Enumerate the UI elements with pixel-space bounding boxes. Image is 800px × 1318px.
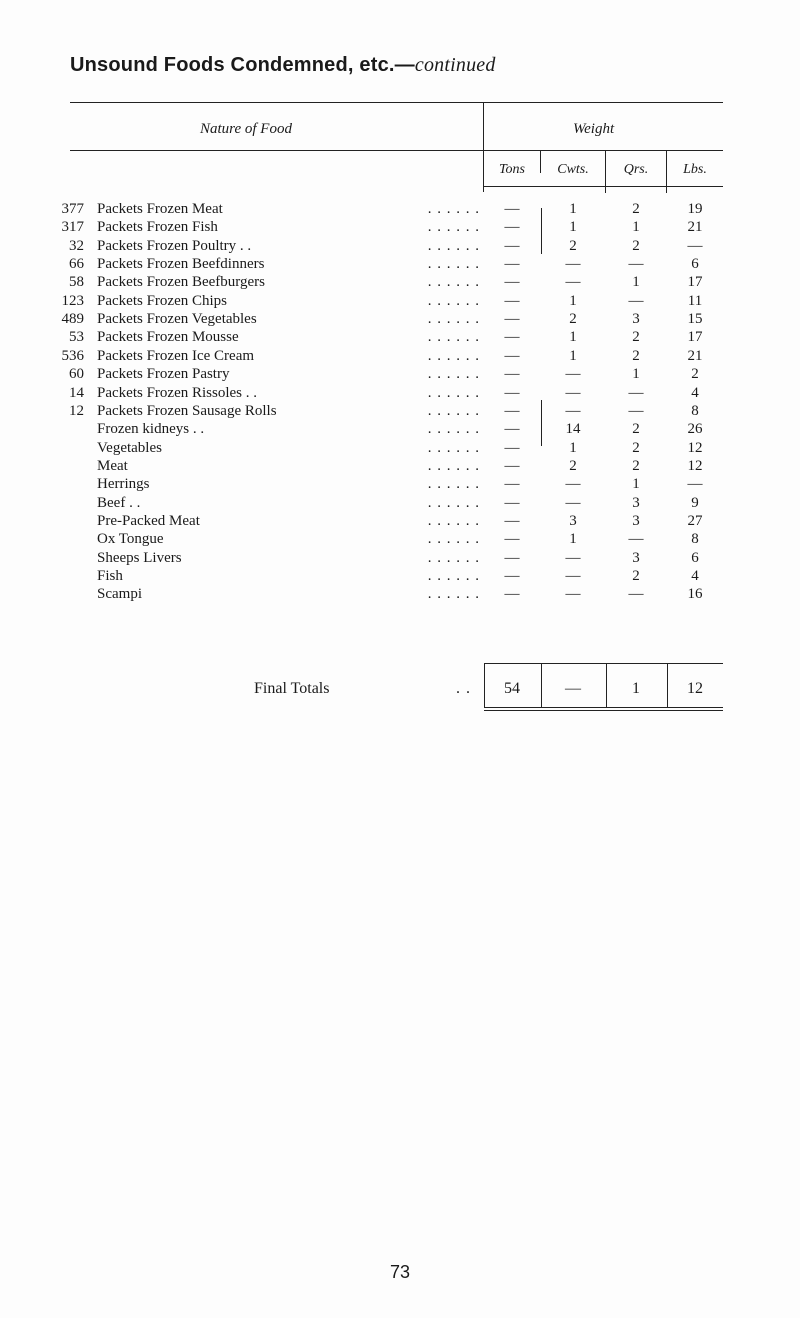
table-row (0, 513, 800, 530)
row-food-name: Packets Frozen Vegetables (97, 311, 257, 328)
row-cwts: 3 (569, 512, 577, 529)
row-cwts: 1 (569, 347, 577, 364)
row-tons: — (504, 329, 520, 346)
row-tons: — (504, 384, 520, 401)
row-qrs: — (628, 531, 644, 548)
row-cwts: 2 (569, 311, 577, 328)
table-row (0, 238, 800, 255)
leader-dots: . . . . . . (427, 384, 480, 401)
row-tons: — (504, 292, 520, 309)
row-qrs: 2 (632, 457, 640, 474)
leader-dots: . . . . . . (427, 311, 480, 328)
row-quantity: 66 (69, 256, 84, 273)
row-quantity: 489 (61, 311, 84, 328)
row-cwts: — (565, 549, 581, 566)
row-lbs: 26 (687, 421, 703, 438)
row-quantity: 12 (69, 402, 84, 419)
final-tons: 54 (504, 680, 520, 697)
leader-dots: . . . . . . (427, 457, 480, 474)
row-cwts: — (565, 476, 581, 493)
table-row (0, 495, 800, 512)
header-divider (483, 103, 484, 192)
row-food-name: Sheeps Livers (97, 549, 182, 566)
row-cwts: — (565, 586, 581, 603)
row-food-name: Herrings (97, 476, 150, 493)
table-row (0, 550, 800, 567)
leader-dots: . . . . . . (427, 476, 480, 493)
row-tons: — (504, 256, 520, 273)
row-cwts: — (565, 366, 581, 383)
row-cwts: 1 (569, 531, 577, 548)
row-lbs: 12 (687, 457, 703, 474)
row-lbs: — (687, 476, 703, 493)
row-qrs: — (628, 402, 644, 419)
header-nature-of-food: Nature of Food (200, 121, 292, 137)
row-tons: — (504, 366, 520, 383)
row-food-name: Packets Frozen Rissoles . . (97, 384, 257, 401)
row-tons: — (504, 219, 520, 236)
row-food-name: Packets Frozen Beefburgers (97, 274, 266, 291)
row-cwts: 1 (569, 439, 577, 456)
final-double-rule-1 (484, 707, 723, 708)
leader-dots: . . . . . . (427, 274, 480, 291)
row-food-name: Scampi (97, 586, 142, 603)
table-row (0, 531, 800, 548)
row-qrs: 3 (632, 549, 640, 566)
final-double-rule-2 (484, 710, 723, 711)
row-lbs: 9 (691, 494, 699, 511)
leader-dots: . . . . . . (427, 531, 480, 548)
row-qrs: 3 (632, 512, 640, 529)
page-title-continued: continued (414, 54, 496, 76)
row-qrs: 1 (632, 476, 640, 493)
leader-dots: . . . . . . (427, 512, 480, 529)
row-food-name: Packets Frozen Beefdinners (97, 256, 265, 273)
row-lbs: 2 (691, 366, 699, 383)
row-tons: — (504, 421, 520, 438)
table-row (0, 366, 800, 383)
row-qrs: — (628, 384, 644, 401)
row-tons: — (504, 568, 520, 584)
row-lbs: 27 (687, 512, 703, 529)
row-tons: — (504, 274, 520, 291)
row-qrs: — (628, 586, 644, 603)
row-food-name: Packets Frozen Poultry . . (97, 237, 252, 254)
table-row (0, 311, 800, 328)
table-row (0, 421, 800, 438)
row-lbs: 12 (687, 439, 703, 456)
row-food-name: Pre-Packed Meat (97, 512, 200, 529)
row-lbs: 11 (687, 292, 703, 309)
row-quantity: 32 (69, 237, 84, 254)
row-lbs: 17 (687, 329, 703, 346)
table-row (0, 329, 800, 346)
row-tons: — (504, 531, 520, 548)
table-row (0, 403, 800, 420)
final-lbs: 12 (687, 680, 703, 697)
row-qrs: 2 (632, 201, 640, 217)
leader-dots: . . . . . . (427, 421, 480, 438)
row-lbs: 21 (687, 347, 703, 364)
row-qrs: 2 (632, 347, 640, 364)
final-cwts: — (565, 680, 581, 697)
row-qrs: 1 (632, 219, 640, 236)
final-totals-top-rule (484, 663, 723, 664)
row-tons: — (504, 457, 520, 474)
row-tons: — (504, 476, 520, 493)
row-cwts: — (565, 494, 581, 511)
row-lbs: 6 (691, 256, 699, 273)
row-food-name: Packets Frozen Meat (97, 201, 223, 217)
table-row (0, 274, 800, 291)
row-cwts: 2 (569, 237, 577, 254)
row-lbs: 4 (691, 384, 699, 401)
row-food-name: Packets Frozen Sausage Rolls (97, 402, 277, 419)
row-qrs: 3 (632, 311, 640, 328)
final-leader-dots: . . (456, 680, 471, 697)
row-qrs: — (628, 292, 644, 309)
header-bottom-rule (70, 150, 723, 151)
row-qrs: 2 (632, 421, 640, 438)
row-quantity: 317 (61, 219, 84, 236)
final-qrs: 1 (632, 680, 640, 697)
leader-dots: . . . . . . (427, 494, 480, 511)
row-quantity: 536 (61, 347, 84, 364)
row-cwts: — (565, 274, 581, 291)
col-header-cwts: Cwts. (557, 162, 589, 177)
final-totals-label: Final Totals (254, 680, 330, 697)
leader-dots: . . . . . . (427, 549, 480, 566)
row-qrs: — (628, 256, 644, 273)
subheader-bottom-rule (484, 186, 723, 187)
leader-dots: . . . . . . (427, 237, 480, 254)
leader-dots: . . . . . . (427, 347, 480, 364)
row-qrs: 2 (632, 329, 640, 346)
row-quantity: 123 (61, 292, 84, 309)
row-tons: — (504, 494, 520, 511)
row-tons: — (504, 347, 520, 364)
leader-dots: . . . . . . (427, 256, 480, 273)
row-quantity: 53 (69, 329, 84, 346)
row-cwts: — (565, 402, 581, 419)
row-tons: — (504, 512, 520, 529)
row-cwts: — (565, 256, 581, 273)
table-row (0, 385, 800, 402)
row-lbs: 8 (691, 402, 699, 419)
row-qrs: 2 (632, 439, 640, 456)
row-food-name: Packets Frozen Pastry (97, 366, 230, 383)
row-lbs: 21 (687, 219, 703, 236)
row-lbs: 15 (687, 311, 703, 328)
col-header-tons: Tons (499, 162, 525, 177)
page-title: Unsound Foods Condemned, etc.—continued (70, 54, 496, 76)
table-row (0, 201, 800, 218)
row-lbs: 17 (687, 274, 703, 291)
row-lbs: 16 (687, 586, 703, 603)
row-qrs: 2 (632, 237, 640, 254)
row-qrs: 1 (632, 274, 640, 291)
row-tons: — (504, 311, 520, 328)
leader-dots: . . . . . . (427, 329, 480, 346)
leader-dots: . . . . . . (427, 292, 480, 309)
table-row (0, 293, 800, 310)
table-row (0, 440, 800, 457)
col-header-qrs: Qrs. (623, 162, 649, 177)
row-food-name: Vegetables (97, 439, 162, 456)
row-lbs: 6 (691, 549, 699, 566)
row-cwts: — (565, 384, 581, 401)
leader-dots: . . . . . . (427, 586, 480, 603)
row-food-name: Beef . . (97, 494, 141, 511)
row-food-name: Packets Frozen Chips (97, 292, 227, 309)
table-row (0, 458, 800, 475)
row-tons: — (504, 237, 520, 254)
leader-dots: . . . . . . (427, 219, 480, 236)
row-tons: — (504, 402, 520, 419)
row-food-name: Ox Tongue (97, 531, 164, 548)
page-number: 73 (389, 1262, 411, 1282)
row-cwts: 2 (569, 457, 577, 474)
row-qrs: 3 (632, 494, 640, 511)
row-quantity: 14 (69, 384, 84, 401)
row-cwts: 1 (569, 292, 577, 309)
row-tons: — (504, 549, 520, 566)
row-lbs: 8 (691, 531, 699, 548)
header-weight: Weight (573, 121, 615, 137)
table-top-rule (70, 102, 723, 103)
table-row (0, 348, 800, 365)
leader-dots: . . . . . . (427, 568, 480, 584)
row-food-name: Packets Frozen Ice Cream (97, 347, 255, 364)
row-qrs: 1 (632, 366, 640, 383)
table-row (0, 219, 800, 236)
row-cwts: 1 (569, 201, 577, 217)
leader-dots: . . . . . . (427, 201, 480, 217)
leader-dots: . . . . . . (427, 366, 480, 383)
row-lbs: — (687, 237, 703, 254)
table-row (0, 568, 800, 585)
row-quantity: 58 (69, 274, 84, 291)
leader-dots: . . . . . . (427, 402, 480, 419)
table-row (0, 256, 800, 273)
row-lbs: 4 (691, 568, 699, 584)
row-lbs: 19 (687, 201, 703, 217)
row-cwts: 14 (565, 421, 581, 438)
row-quantity: 60 (69, 366, 84, 383)
table-row (0, 476, 800, 493)
row-tons: — (504, 586, 520, 603)
row-quantity: 377 (61, 201, 84, 217)
row-tons: — (504, 439, 520, 456)
row-food-name: Packets Frozen Mousse (97, 329, 239, 346)
row-food-name: Packets Frozen Fish (97, 219, 218, 236)
row-tons: — (504, 201, 520, 217)
row-food-name: Meat (97, 457, 128, 474)
row-food-name: Fish (97, 568, 123, 584)
table-row (0, 586, 800, 603)
row-qrs: 2 (632, 568, 640, 584)
row-cwts: — (565, 568, 581, 584)
row-cwts: 1 (569, 329, 577, 346)
leader-dots: . . . . . . (427, 439, 480, 456)
row-food-name: Frozen kidneys . . (97, 421, 205, 438)
row-cwts: 1 (569, 219, 577, 236)
col-header-lbs: Lbs. (683, 162, 707, 177)
